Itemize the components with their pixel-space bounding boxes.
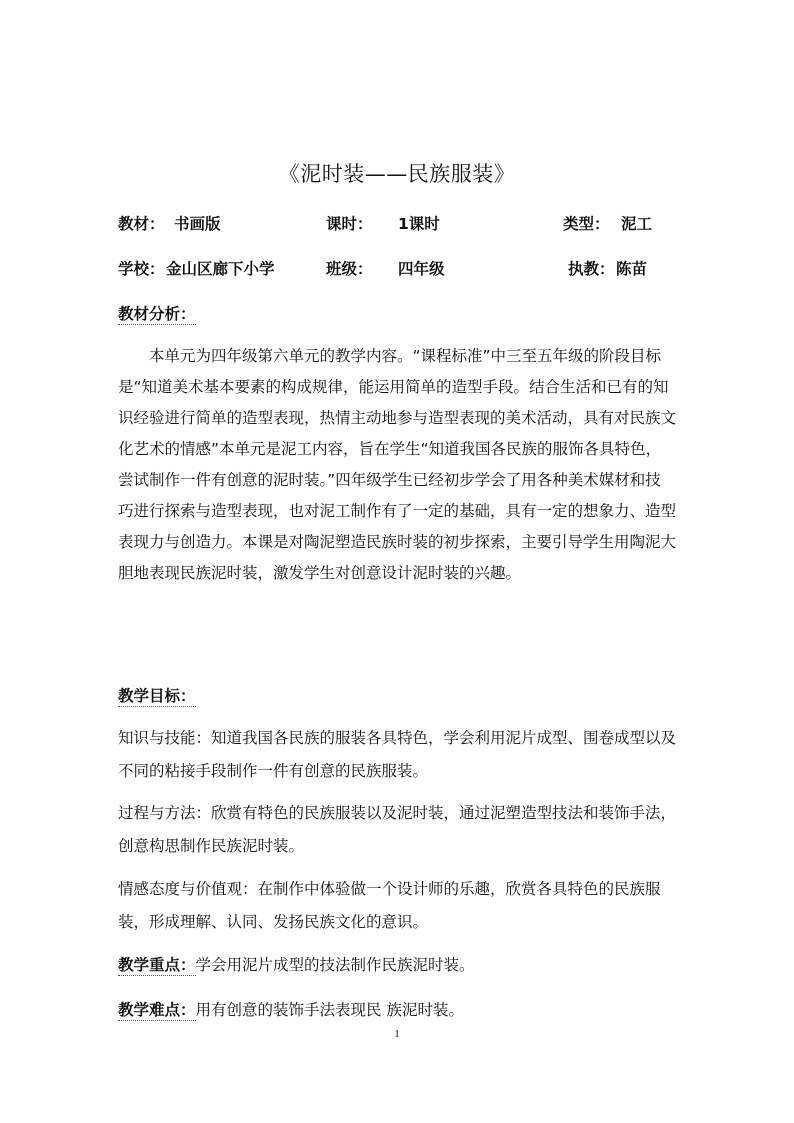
class-value: 四年级 (398, 260, 445, 278)
analysis-body: 本单元为四年级第六单元的教学内容。“课程标准”中三至五年级的阶段目标是“知道美术基本要素的构成规律，能运用简单的造型手段。结合生活和已有的知识经验进行简单的造型表现，热情主动地参与造型表现的美术活动，具有对民族文化艺术的情感”本单元是泥工内容，旨在学生“知道我国各民族的服饰各具特色，尝试制作一件有创意的泥时装。”四年级学生已经初步学会了用各种美术媒材和技巧进行探索与造型表现，也对泥工制作有了一定的基础，具有一定的想象力、造型表现力与创造力。本课是对陶泥塑造民族时装的初步探索，主要引导学生用陶泥大胆地表现民族泥时装，激发学生对创意设计泥时装的兴趣。 (118, 347, 677, 582)
goals-heading: 教学目标： (118, 687, 196, 705)
goal-process: 过程与方法：欣赏有特色的民族服装以及泥时装，通过泥塑造型技法和装饰手法，创意构思制作民族泥时装。 (118, 804, 677, 855)
type-value: 泥工 (621, 215, 653, 233)
analysis-heading: 教材分析： (118, 305, 196, 323)
school-value: 金山区廊下小学 (166, 260, 275, 278)
teacher-label: 执教： (568, 260, 615, 278)
type-label: 类型： (563, 215, 610, 233)
difficulty (118, 994, 676, 1027)
hours-label: 课时： (326, 215, 373, 233)
page-number: 1 (394, 1028, 400, 1040)
key-point-text: 学会用泥片成型的技法制作民族泥时装。 (195, 956, 475, 974)
goal-knowledge: 知识与技能：知道我国各民族的服装各具特色，学会利用泥片成型、围卷成型以及不同的粘接手段制作一件有创意的民族服装。 (118, 729, 677, 780)
goal-emotion: 情感态度与价值观：在制作中体验做一个设计师的乐趣，欣赏各具特色的民族服装，形成理解、认同、发扬民族文化的意识。 (118, 880, 661, 931)
key-point-label: 教学重点： (118, 956, 196, 974)
hours-value: 1课时 (398, 215, 440, 233)
school-label: 学校： (118, 260, 165, 278)
key-point (118, 949, 676, 982)
material-value: 书画版 (174, 215, 221, 233)
lesson-title: 《泥时装——民族服装》 (278, 162, 516, 186)
material-label: 教材： (118, 215, 165, 233)
difficulty-label: 教学难点： (118, 1001, 196, 1019)
teacher-value: 陈苗 (616, 260, 648, 278)
class-label: 班级： (326, 260, 373, 278)
difficulty-text: 用有创意的装饰手法表现民 族泥时装。 (195, 1001, 464, 1019)
